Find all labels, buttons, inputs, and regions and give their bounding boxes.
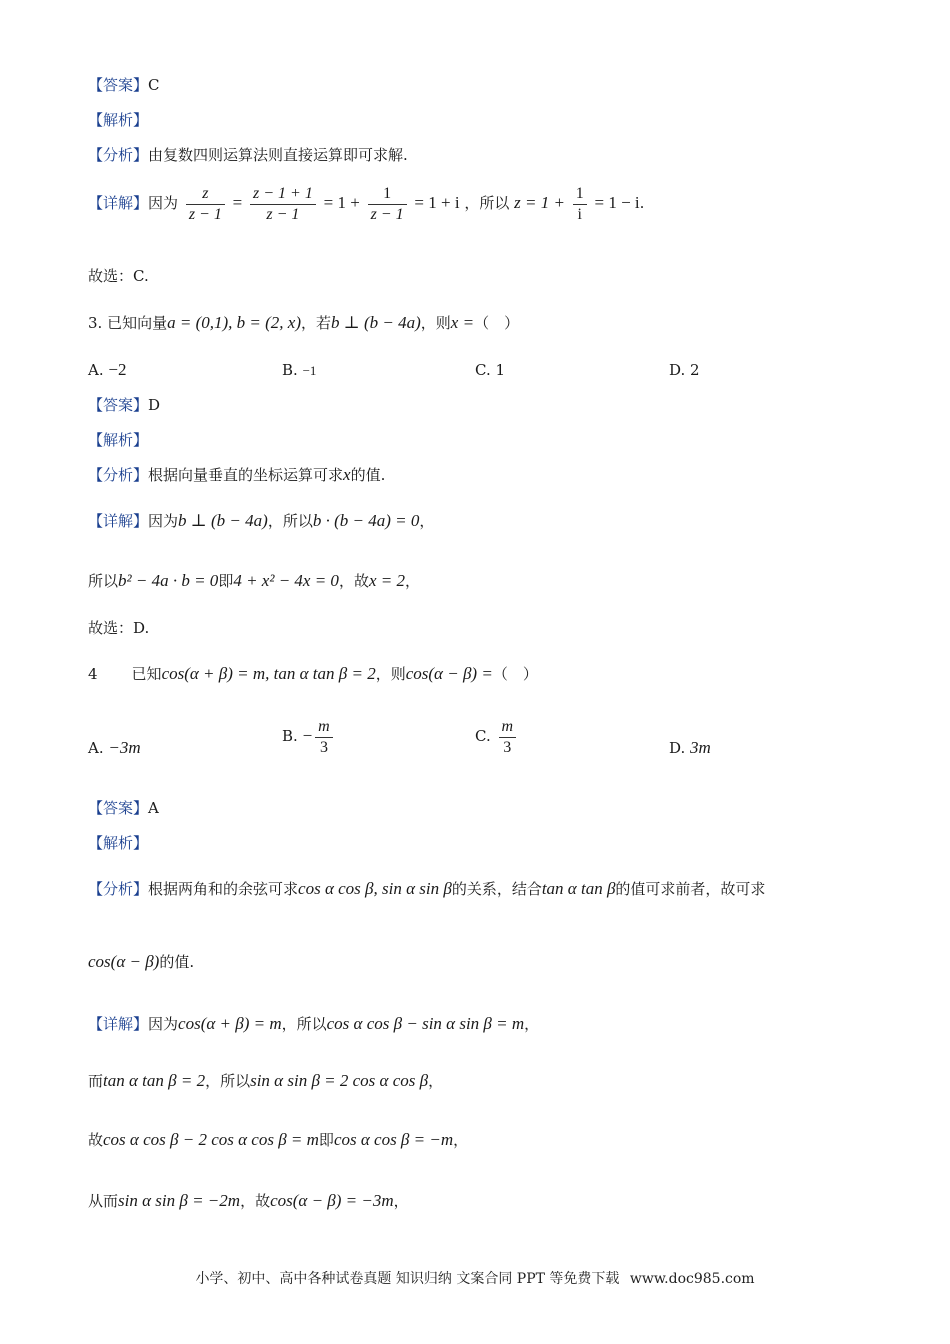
q2-fenxi xyxy=(88,144,408,166)
analysis-tag: 【解析】 xyxy=(88,834,149,852)
analysis-tag: 【解析】 xyxy=(88,111,149,129)
q2-answer xyxy=(88,74,160,96)
so-text: ，所以 xyxy=(464,194,510,212)
q4-fenxi-line2: cos(α − β)的值. xyxy=(88,952,195,971)
q3-answer xyxy=(88,394,160,416)
fenxi-tag: 【分析】 xyxy=(88,466,149,484)
q3-stem-prefix: 3. 已知向量 xyxy=(88,314,168,332)
answer-tag: 【答案】 xyxy=(88,76,149,94)
fenxi-tag: 【分析】 xyxy=(88,146,149,164)
q3-blank: （ ） xyxy=(474,314,520,332)
q3-option-c: C. 1 xyxy=(475,361,506,379)
q2-analysis-heading xyxy=(88,109,148,131)
choice-text: 故选：D. xyxy=(88,619,150,637)
q4-analysis-heading xyxy=(88,832,148,854)
q3-option-d: D. 2 xyxy=(669,361,700,379)
detail-tag: 【详解】 xyxy=(88,1015,149,1033)
q3-x-equals: x = xyxy=(450,313,475,332)
one-plus: = 1 + xyxy=(323,193,360,212)
q3-choice xyxy=(88,617,149,639)
footer-url[interactable]: www.doc985.com xyxy=(629,1271,755,1287)
q4-detail-2: 而tan α tan β = 2，所以sin α sin β = 2 cos α cos β， xyxy=(88,1071,444,1090)
footer-text: 小学、初中、高中各种试卷真题 知识归纳 文案合同 PPT 等免费下载 xyxy=(195,1271,620,1287)
period: . xyxy=(639,194,645,212)
detail-tag: 【详解】 xyxy=(88,194,149,212)
q3-stem xyxy=(88,312,519,334)
q4-answer xyxy=(88,797,159,819)
q3-analysis-heading xyxy=(88,429,148,451)
q4-option-c: C. $\frac{m}{3}$ xyxy=(475,714,519,758)
analysis-tag: 【解析】 xyxy=(88,431,149,449)
fraction-expanded: $\frac{z - 1 + 1}{z - 1}$ xyxy=(250,184,316,225)
answer-tag: 【答案】 xyxy=(88,799,149,817)
q3-detail-line2: 所以b² − 4a · b = 0即4 + x² − 4x = 0，故x = 2， xyxy=(88,571,420,590)
z-equals: z = 1 + xyxy=(514,193,565,212)
fraction-1-over-i: $\frac{1}{i}$ xyxy=(573,184,587,225)
answer-value: D xyxy=(148,396,161,414)
q3-if: ，若 xyxy=(300,314,331,332)
q3-detail: 【详解】因为b ⊥ (b − 4a)，所以b · (b − 4a) = 0， xyxy=(88,511,435,530)
page-footer xyxy=(0,1268,950,1288)
q2-detail xyxy=(88,182,644,225)
detail-because: 因为 xyxy=(148,194,179,212)
q3-option-a: A. −2 xyxy=(88,360,127,379)
q4-detail-4: 从而sin α sin β = −2m，故cos(α − β) = −3m， xyxy=(88,1191,409,1210)
q3-vectors: a = (0,1), b = (2, x) xyxy=(167,313,301,332)
q2-choice xyxy=(88,265,149,287)
fraction-z-over-z-minus-1: $\frac{z}{z - 1}$ xyxy=(186,184,225,225)
q4-option-a: A. −3m xyxy=(88,738,141,757)
q4-stem: 4 已知cos(α + β) = m, tan α tan β = 2，则cos(α − β) =（ ） xyxy=(88,664,538,683)
choice-text: 故选：C. xyxy=(88,267,149,285)
q4-number: 4 xyxy=(88,665,98,683)
equals-1-plus-i: = 1 + i xyxy=(414,193,460,212)
fenxi-text: 由复数四则运算法则直接运算即可求解. xyxy=(148,146,408,164)
q4-fenxi: 【分析】根据两角和的余弦可求cos α cos β, sin α sin β的关系，结合tan α tan β的值可求前者，故可求 xyxy=(88,879,766,898)
answer-tag: 【答案】 xyxy=(88,396,149,414)
fraction-1-over-z-minus-1: $\frac{1}{z - 1}$ xyxy=(368,184,407,225)
answer-value: A xyxy=(148,799,159,817)
equals: = xyxy=(232,193,243,212)
q3-fenxi: 【分析】根据向量垂直的坐标运算可求x的值. xyxy=(88,465,386,484)
q3-then: ，则 xyxy=(420,314,451,332)
answer-value: C xyxy=(148,76,160,94)
q4-option-b: B. − $\frac{m}{3}$ xyxy=(282,714,336,758)
detail-tag: 【详解】 xyxy=(88,512,149,530)
q3-option-b: B. −1 xyxy=(282,361,317,379)
q3-condition: b ⊥ (b − 4a) xyxy=(331,313,421,332)
fenxi-tag: 【分析】 xyxy=(88,880,149,898)
q4-detail-3: 故cos α cos β − 2 cos α cos β = m即cos α cos β = −m， xyxy=(88,1130,469,1149)
q4-option-d: D. 3m xyxy=(669,738,711,757)
q4-detail-1: 【详解】因为cos(α + β) = m，所以cos α cos β − sin α sin β = m， xyxy=(88,1014,540,1033)
result-expr: = 1 − i xyxy=(594,193,640,212)
